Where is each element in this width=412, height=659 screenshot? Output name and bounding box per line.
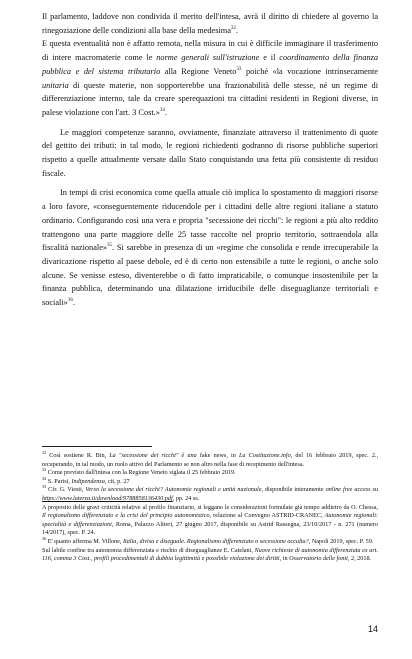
- text-run: , relazione al Convegno ASTRID-CRANEC,: [209, 512, 325, 520]
- italic-text: Osservatorio delle fonti: [289, 555, 348, 563]
- main-text: [42, 10, 378, 310]
- footnote-ref: 36: [42, 535, 47, 541]
- footnote: [42, 449, 379, 469]
- page-number: 14: [367, 624, 378, 634]
- italic-text: Autonomie regionali: specialità e differenziazioni: [42, 512, 379, 528]
- text-run: .: [72, 298, 75, 308]
- text-run: poiché «la vocazione intrinsecamente: [241, 66, 378, 76]
- italic-text: online free access: [325, 486, 371, 494]
- italic-text: La Costituzione.info: [238, 452, 291, 459]
- paragraph: [42, 37, 378, 119]
- text-run: Le maggiori competenze saranno, ovviamente, finanziate attraverso il trattenimento di quote del gettito dei tributi: in tal modo, le regioni richiedenti godranno di risorse pubbliche superiori rispetto a quelle attualmente versate dallo Stato conquistando una fetta più consistente di residuo fiscale.: [42, 127, 378, 178]
- italic-text: Il regionalismo differenziato e la crisi del principio autonomistico: [42, 512, 210, 520]
- italic-text: Indipendenza: [71, 477, 105, 485]
- text-run: Così sostiene R. Bin,: [46, 452, 110, 459]
- text-run: Sul labile confine tra autonomia differenziata e rischio di diseguaglianze E. Catelani,: [42, 546, 255, 554]
- italic-text: Italia, divisa e diseguale. Regionalismo differenziato o secessione occulta?: [123, 537, 309, 545]
- text-run: Cfr. G. Viesti,: [46, 486, 86, 494]
- footnote: [42, 469, 378, 478]
- text-run: , disponibile interamente: [261, 486, 326, 494]
- italic-text: unitaria: [42, 80, 69, 90]
- text-run: In tempi di crisi economica come quella attuale ciò implica lo spostamento di maggiori risorse a loro favore, «conseguentemente riducendole per i cittadini delle altre regioni italiane a statuto ordinario. Configurando così una vera e propria "secessione dei ricchi": le regioni a più alto reddito trattengono una parte maggiore delle 25 tasse raccolte nel proprio territorio, sottraendola alla fiscalità nazionale»: [42, 188, 378, 253]
- footnote-ref: 34: [42, 475, 47, 481]
- footnote: [42, 535, 378, 547]
- italic-text: Verso la secessione dei ricchi? Autonomie regionali e unità nazionale: [85, 486, 262, 494]
- footnote: [42, 504, 378, 538]
- text-run: , del 16 febbraio 2019, spec. 2., recuperando, in tal modo, un ruolo attivo del Parlamento se non altro nella fase di recepimento dell'intesa.: [42, 452, 379, 468]
- italic-text: La "secessione dei ricchi" è una: [109, 452, 197, 459]
- footnotes: [42, 449, 379, 564]
- text-run: , 2, 2018.: [347, 555, 372, 563]
- footnote-ref: 36: [67, 298, 73, 304]
- footnote-ref: 33: [236, 67, 242, 73]
- footnote-ref: 32: [42, 449, 47, 455]
- text-run: alla Regione Veneto: [160, 66, 237, 76]
- italic-text: coordinamento della finanza pubblica e del sistema tributario: [42, 53, 378, 76]
- footnote: [42, 486, 378, 503]
- text-run: Il parlamento, laddove non condivida il merito dell'intesa, avrà il diritto di chiedere al governo la rinegoziazione delle condizioni alla base della medesima: [42, 12, 378, 35]
- text-run: . Si sarebbe in presenza di un «regime che consolida e rende irrecuperabile la divaricazione rispetto al paese debole, ed è di certo non estensibile a tutte le regioni, o anche solo alcune. Se venisse esteso, diventerebbe o di fatto impraticabile, o comunque insostenibile per la finanza pubblica, determinando una dilatazione irriducibile delle diseguaglianze territoriali e sociali»: [42, 243, 378, 308]
- text-run: E' quanto afferma M. Villone,: [46, 537, 123, 545]
- footnote-ref: 35: [107, 243, 113, 249]
- text-run: e il: [259, 53, 280, 63]
- text-run: S. Parisi,: [46, 477, 72, 485]
- italic-text: Nuove richieste di autonomia differenziata ex art. 116, comma 3 Cost., profili procedimentali di dubbia legittimità e possibile violazione dei diritti: [42, 546, 378, 563]
- text-run: E questa eventualità non è affatto remota, nella misura in cui è difficile immaginare il trasferimento di intere macromaterie come le: [42, 39, 378, 63]
- text-run: .: [235, 25, 238, 35]
- text-run: di queste materie, non sopporterebbe una frazionabilità delle stesse, né un regime di differenziazione interno, tale da creare sperequazioni tra cittadini residenti in Regioni diverse, in palese violazione con l'art. 3 Cost.»: [42, 80, 378, 117]
- footnote-ref: 32: [230, 25, 236, 31]
- text-run: , Napoli 2019, spec. P. 59.: [308, 537, 374, 545]
- text-run: Come previsto dall'intesa con la Regione Veneto siglata il 25 febbraio 2019.: [46, 469, 236, 477]
- paragraph: [42, 126, 378, 181]
- paragraph: [42, 10, 378, 37]
- footnote: [42, 547, 378, 564]
- text-run: su: [370, 486, 378, 494]
- footnote-separator: [42, 446, 152, 447]
- italic-text: norme generali sull'istruzione: [156, 53, 260, 63]
- footnote-ref: 33: [42, 467, 47, 473]
- text-run: fake news, in: [196, 452, 239, 459]
- paragraph: [42, 186, 378, 309]
- text-run: A proposito delle gravi criticità relative al profilo finanziario, si leggano le considerazioni formulate già tempo addietro da O. Chessa,: [42, 503, 378, 511]
- footnote-ref: 35: [42, 484, 47, 490]
- text-run: , Roma, Palazzo Altieri, 27 giugno 2017, disponibile su Astrid Rassegna, 23/10/2017 - n. 271 (numero 14/2017), spec. P. 24.: [42, 520, 378, 537]
- footnote-ref: 34: [159, 108, 165, 114]
- italic-text: https://www.laterza.it/download/9788858136430.pdf: [42, 494, 173, 502]
- text-run: .: [164, 107, 167, 117]
- text-run: , in: [279, 555, 290, 563]
- text-run: , pp. 24 ss.: [172, 494, 200, 502]
- text-run: , cit, p. 27: [104, 477, 130, 485]
